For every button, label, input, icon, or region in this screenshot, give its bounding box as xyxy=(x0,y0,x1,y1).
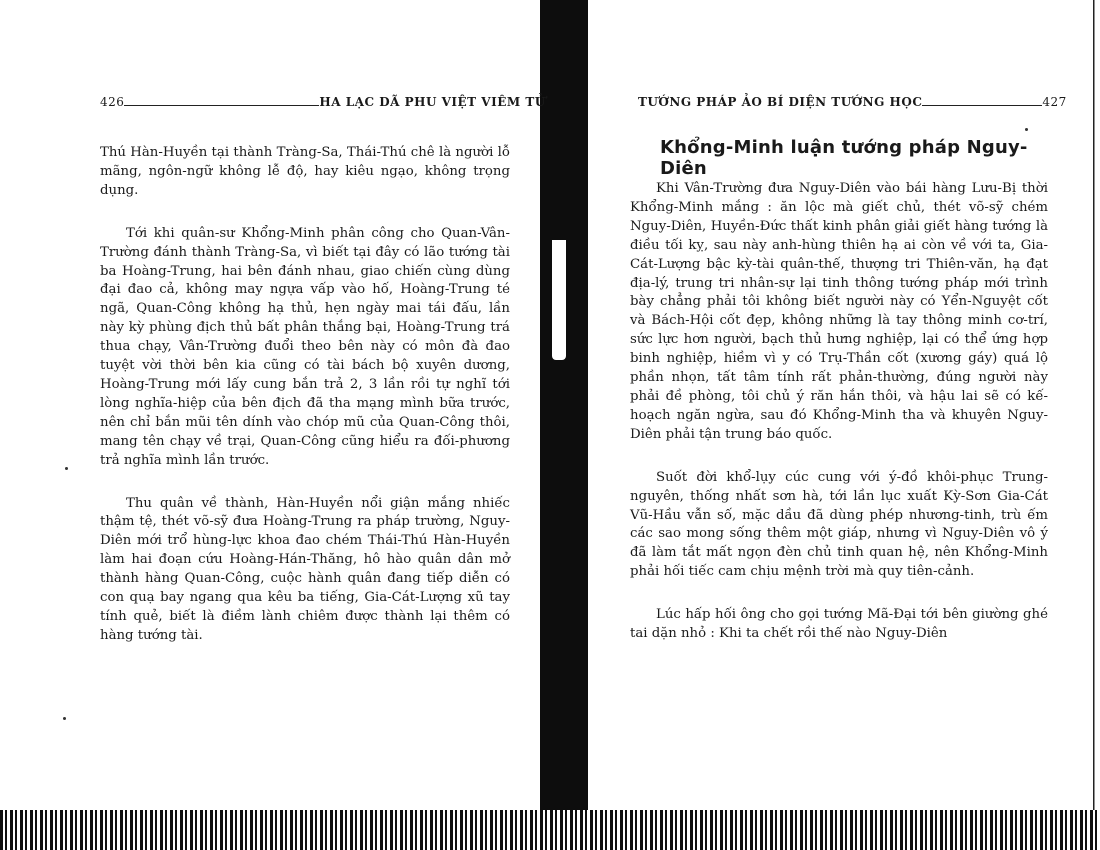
left-paragraph-3: Thu quân về thành, Hàn-Huyền nổi giận mắng nhiếc thậm tệ, thét võ-sỹ đưa Hoàng-Trung ra pháp trường, Nguy-Diên mới trổ hùng-lực khoa đao chém Thái-Thú Hàn-Huyền làm hai đoạn cứu Hoàng-Hán-Thăng, hô hào quân dân mở thành hàng Quan-Công, cuộc hành quân đang tiếp diễn có con quạ bay ngang qua kêu ba tiếng, Gia-Cát-Lượng xũ tay tính quẻ, biết là điềm lành chiêm được thành lại thêm có hàng tướng tài. xyxy=(100,495,510,643)
scan-speck xyxy=(65,467,68,470)
scan-border-stripes xyxy=(0,810,1100,850)
chapter-title: Khổng-Minh luận tướng pháp Nguy-Diên xyxy=(660,137,1028,179)
right-page xyxy=(588,0,1090,810)
right-paragraph-1: Khi Vân-Trường đưa Nguy-Diên vào bái hàng Lưu-Bị thời Khổng-Minh mắng : ăn lộc mà giết chủ, thét võ-sỹ chém Nguy-Diên, Huyền-Đức thất kinh phân giải giết hàng tướng là điều tối kỵ, sau này anh-hùng thiên hạ ai còn về với ta, Gia-Cát-Lượng bậc kỳ-tài quân-thế, thượng tri Thiên-văn, hạ đạt địa-lý, trung tri nhân-sự lại tinh thông tướng pháp mới trình bày chẳng phải tôi không biết người này có Yển-Nguyệt cốt và Bách-Hội cốt đẹp, không những là tay thông minh cơ-trí, sức lực hơn người, bạch thủ hưng nghiệp, lại có thể ứng hợp binh nghiệp, hiềm vì y có Trụ-Thần cốt (xương gáy) quá lộ phần nhọn, tất tâm tính rất phản-thường, đúng người này phải đề phòng, tôi chủ ý răn hắn thôi, và hậu lai sẽ có kế-hoạch ngăn ngừa, sau đó Khổng-Minh tha và khuyên Nguy-Diên phải tận trung báo quốc. xyxy=(630,181,1048,442)
left-page xyxy=(0,0,546,810)
left-running-head xyxy=(100,95,546,109)
scan-speck xyxy=(63,717,66,720)
gutter-shadow-right xyxy=(562,0,588,810)
right-paragraph-2: Suốt đời khổ-lụy cúc cung với ý-đồ khôi-phục Trung-nguyên, thống nhất sơn hà, tới lần lục xuất Kỳ-Sơn Gia-Cát Vũ-Hầu vẫn số, mặc dầu đã dùng phép nhương-tinh, trù ếm các sao mong sống thêm một giáp, nhưng vì Nguy-Diên vô ý đã làm tắt mất ngọn đèn chủ tinh quan hệ, nên Khổng-Minh phải hối tiếc cam chịu mệnh trời mà quy tiên-cảnh. xyxy=(630,469,1048,580)
scan-speck xyxy=(1025,128,1028,131)
left-paragraph-1: Thú Hàn-Huyền tại thành Tràng-Sa, Thái-Thú chê là người lỗ mãng, ngôn-ngữ không lễ độ, hay kiêu ngạo, không trọng dụng. xyxy=(100,145,510,198)
left-paragraph-2: Tới khi quân-sư Khổng-Minh phân công cho Quan-Vân-Trường đánh thành Tràng-Sa, vì biết tại đây có lão tướng tài ba Hoàng-Trung, hai bên đánh nhau, giao chiến cùng dùng đại đao cả, không may ngựa vấp vào hố, Hoàng-Trung té ngã, Quan-Công không hạ thủ, hẹn ngày mai tái đấu, lần này kỳ phùng địch thủ bất phân thắng bại, Hoàng-Trung trá thua chạy, Vân-Trường đuổi theo bên này có môn đà đao tuyệt vời thời bên kia cũng có tài bách bộ xuyên dương, Hoàng-Trung mới lấy cung bắn trả 2, 3 lần rồi tự nghĩ tới lòng nghĩa-hiệp của bên địch đã tha mạng mình bữa trước, nên chỉ bắn mũi tên dính vào chóp mũ của Quan-Công thôi, mang tên chạy về trại, Quan-Công cũng hiểu ra đối-phương trả nghĩa mình lần trước. xyxy=(100,225,510,468)
left-body-text xyxy=(100,144,510,670)
head-rule xyxy=(922,105,1042,106)
right-body-text xyxy=(630,180,1048,668)
right-running-head xyxy=(638,95,1078,109)
head-rule xyxy=(124,105,319,106)
right-page-number: 427 xyxy=(1042,95,1067,109)
right-paragraph-3: Lúc hấp hối ông cho gọi tướng Mã-Đại tới bên giường ghé tai dặn nhỏ : Khi ta chết rồi thế nào Nguy-Diên xyxy=(630,607,1048,642)
gutter-shadow-left xyxy=(540,0,562,810)
gutter-notch xyxy=(552,240,566,360)
right-running-title: TƯỚNG PHÁP ẢO BÍ DIỆN TƯỚNG HỌC xyxy=(638,95,923,109)
page-edge-right xyxy=(1090,0,1100,810)
left-page-number: 426 xyxy=(100,95,125,109)
left-running-title: HA LẠC DÃ PHU VIỆT VIÊM TỬ xyxy=(319,95,546,109)
